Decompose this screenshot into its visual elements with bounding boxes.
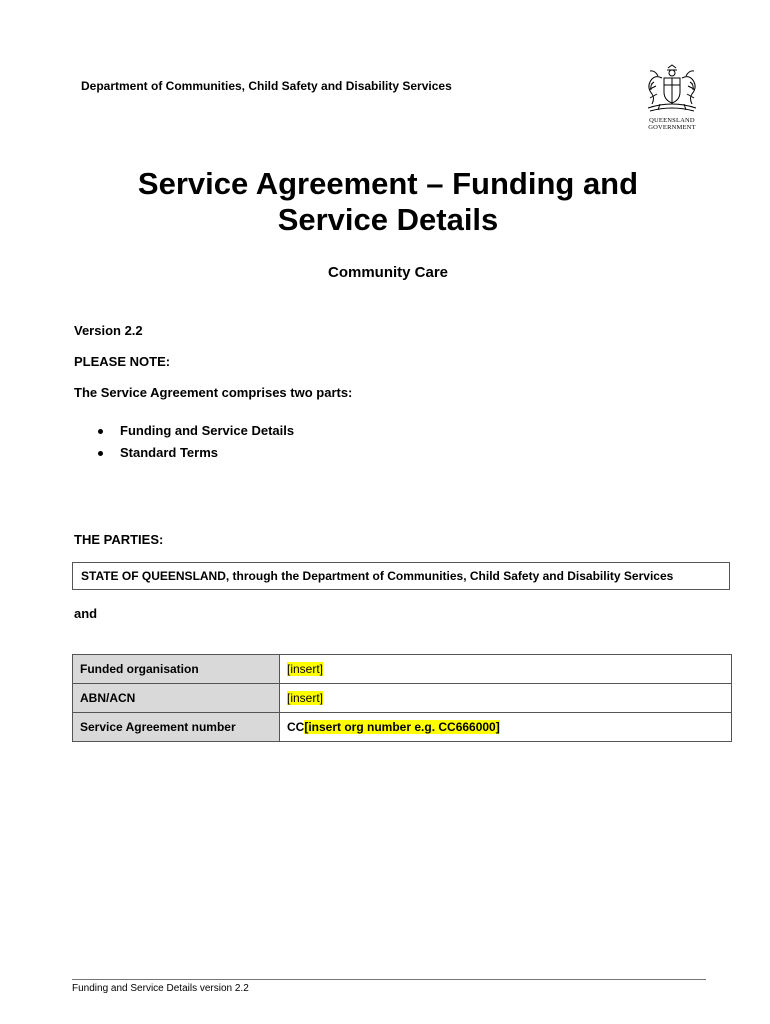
abn-acn-field[interactable]: [insert] (287, 691, 324, 705)
title-line-2: Service Details (277, 202, 499, 237)
table-row (73, 655, 732, 684)
department-name: Department of Communities, Child Safety and Disability Services (81, 79, 452, 93)
parties-heading: THE PARTIES: (74, 532, 164, 547)
bullet-icon (98, 451, 103, 456)
list-item (74, 423, 294, 445)
table-cell-value[interactable] (280, 713, 732, 742)
queensland-government-logo (640, 64, 704, 136)
list-item-text: Funding and Service Details (120, 423, 295, 438)
state-party-box: STATE OF QUEENSLAND, through the Department of Communities, Child Safety and Disability Services (72, 562, 730, 590)
agreement-number-prefix: CC (287, 720, 305, 734)
and-text: and (74, 606, 98, 621)
table-cell-value[interactable] (280, 655, 732, 684)
coat-of-arms-icon (640, 64, 704, 116)
table-cell-value[interactable] (280, 684, 732, 713)
document-subtitle: Community Care (327, 264, 449, 281)
table-row (73, 713, 732, 742)
title-line-1: Service Agreement – Funding and (137, 166, 639, 201)
comprises-text: The Service Agreement comprises two parts: (74, 385, 353, 400)
please-note-heading: PLEASE NOTE: (74, 354, 171, 369)
footer-text: Funding and Service Details version 2.2 (72, 983, 249, 994)
logo-text-government: GOVERNMENT (648, 124, 696, 131)
bullet-icon (98, 429, 103, 434)
list-item (74, 445, 294, 467)
parts-list (74, 423, 294, 467)
table-cell-label: Funded organisation (73, 655, 280, 684)
table-row (73, 684, 732, 713)
version-label: Version 2.2 (74, 323, 143, 338)
table-cell-label: ABN/ACN (73, 684, 280, 713)
footer-divider (72, 979, 706, 980)
funded-organisation-field[interactable]: [insert] (287, 662, 324, 676)
agreement-number-field[interactable]: [insert org number e.g. CC666000] (304, 720, 500, 734)
logo-text-queensland: QUEENSLAND (649, 117, 695, 124)
list-item-text: Standard Terms (120, 445, 219, 460)
table-cell-label: Service Agreement number (73, 713, 280, 742)
details-table (72, 654, 732, 742)
document-title (60, 166, 716, 238)
